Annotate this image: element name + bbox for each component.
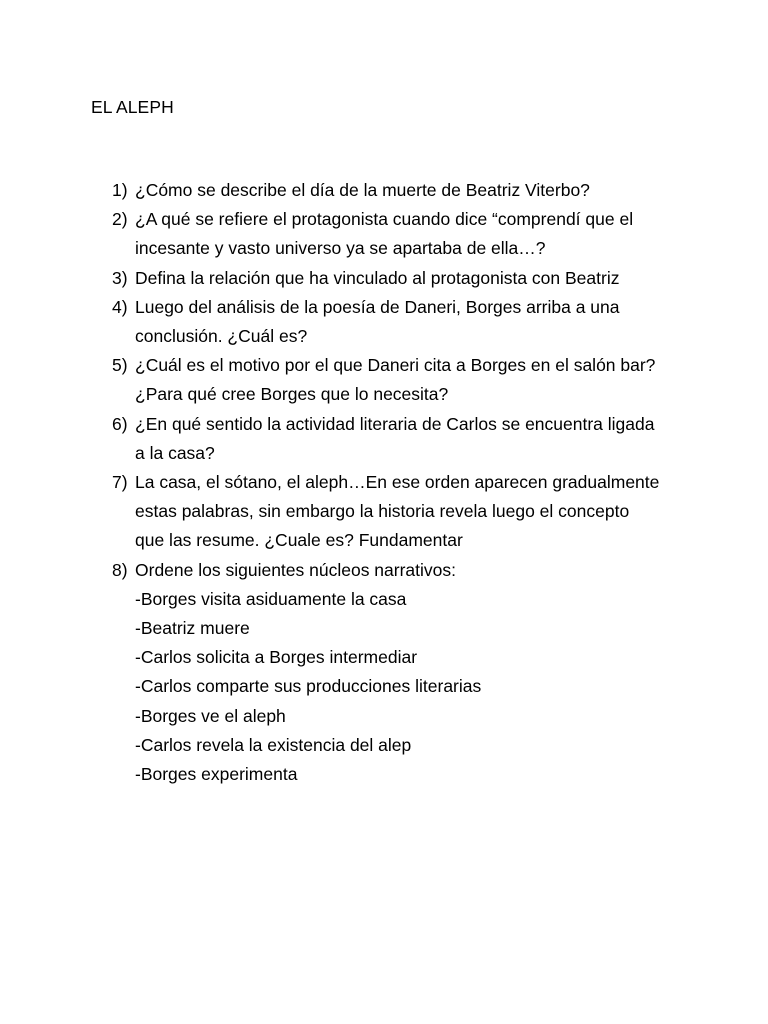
question-text-line: Luego del análisis de la poesía de Daneri, Borges arriba a una [135, 296, 620, 317]
question-text-line: que las resume. ¿Cuale es? Fundamentar [135, 530, 463, 551]
question-number: 8) [112, 559, 128, 580]
question-text-line: Ordene los siguientes núcleos narrativos: [135, 559, 457, 580]
narrative-item: -Borges visita asiduamente la casa [135, 588, 407, 609]
question-6 [0, 410, 768, 468]
document-title: EL ALEPH [91, 97, 174, 117]
question-1 [0, 176, 768, 205]
narrative-item: -Carlos revela la existencia del alep [135, 734, 412, 755]
question-text-line: ¿Cuál es el motivo por el que Daneri cita a Borges en el salón bar? [135, 355, 656, 376]
question-number: 6) [112, 413, 128, 434]
question-list [0, 176, 768, 789]
narrative-item: -Carlos comparte sus producciones literarias [135, 676, 482, 697]
question-text-line: ¿Para qué cree Borges que lo necesita? [135, 384, 449, 405]
question-number: 3) [112, 267, 128, 288]
question-number: 4) [112, 296, 128, 317]
narrative-item: -Borges ve el aleph [135, 705, 286, 726]
question-number: 1) [112, 180, 128, 200]
narrative-item: -Carlos solicita a Borges intermediar [135, 647, 418, 668]
narrative-item: -Beatriz muere [135, 618, 250, 639]
question-text-line: ¿A qué se refiere el protagonista cuando dice “comprendí que el [135, 209, 634, 230]
question-text-line: a la casa? [135, 442, 215, 463]
question-4 [0, 293, 768, 351]
question-text-line: ¿En qué sentido la actividad literaria de Carlos se encuentra ligada [135, 413, 655, 434]
narrative-item: -Borges experimenta [135, 764, 298, 785]
question-2 [0, 205, 768, 263]
question-number: 5) [112, 355, 128, 376]
question-text-line: conclusión. ¿Cuál es? [135, 326, 308, 347]
question-8 [0, 556, 768, 790]
question-number: 2) [112, 209, 128, 230]
question-text-line: ¿Cómo se describe el día de la muerte de Beatriz Viterbo? [135, 180, 590, 200]
question-number: 7) [112, 472, 128, 493]
question-7 [0, 468, 768, 556]
question-5 [0, 351, 768, 409]
question-text-line: Defina la relación que ha vinculado al protagonista con Beatriz [135, 267, 620, 288]
question-text-line: incesante y vasto universo ya se apartaba de ella…? [135, 238, 546, 259]
question-text-line: La casa, el sótano, el aleph…En ese orden aparecen gradualmente [135, 472, 660, 493]
question-3 [0, 264, 768, 293]
question-text-line: estas palabras, sin embargo la historia revela luego el concepto [135, 501, 630, 522]
